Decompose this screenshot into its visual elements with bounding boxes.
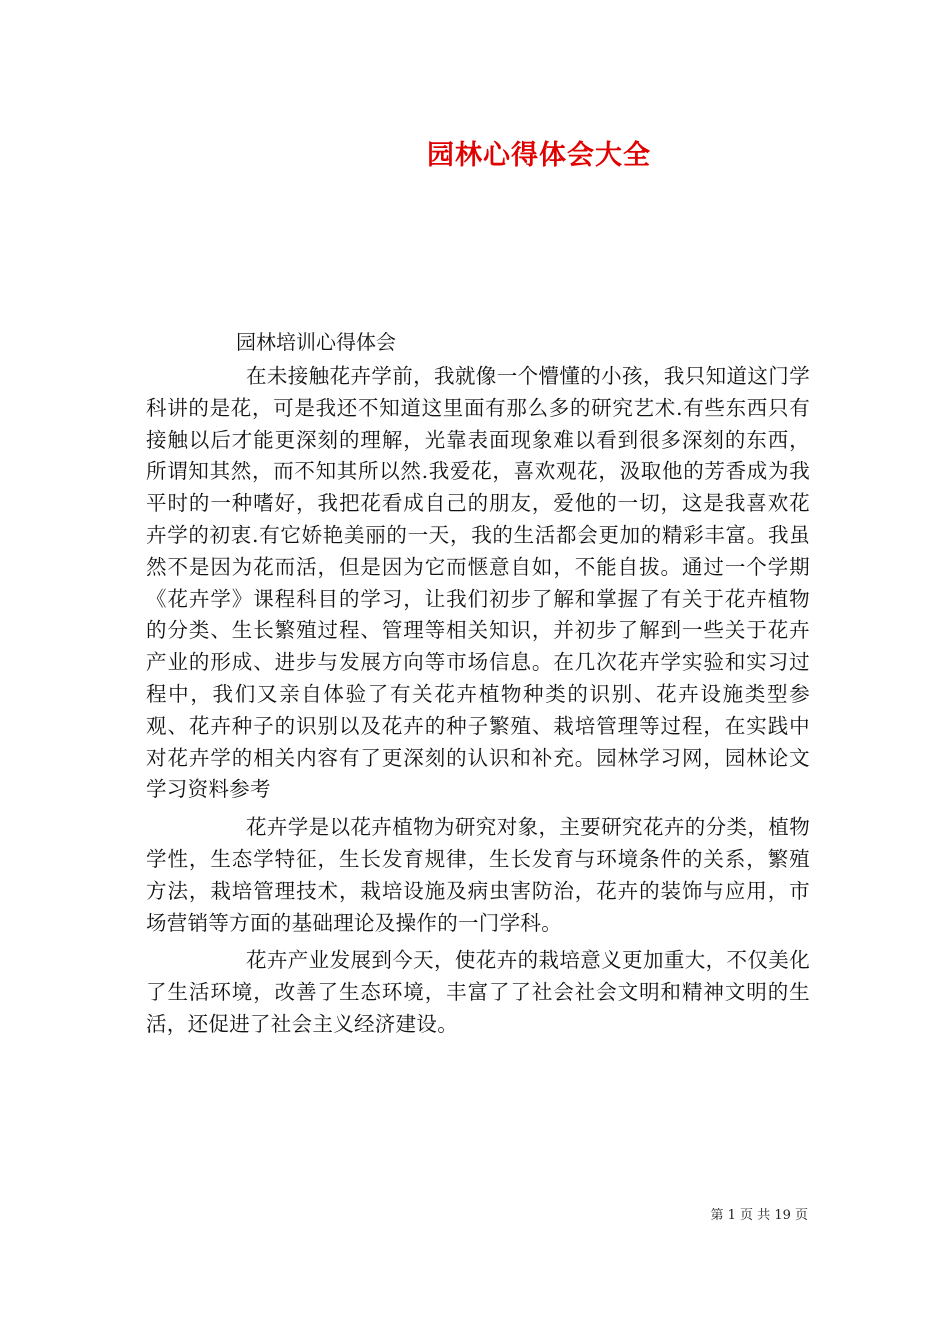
section-subtitle: 园林培训心得体会 <box>236 330 396 354</box>
paragraph-1: 在未接触花卉学前，我就像一个懵懂的小孩，我只知道这门学科讲的是花，可是我还不知道这里面有那么多的研究艺术.有些东西只有接触以后才能更深刻的理解，光靠表面现象难以看到很多深刻的东西，所谓知其然，而不知其所以然.我爱花，喜欢观花，汲取他的芳香成为我平时的一种嗜好，我把花看成自己的朋友，爱他的一切，这是我喜欢花卉学的初衷.有它娇艳美丽的一天，我的生活都会更加的精彩丰富。我虽然不是因为花而活，但是因为它而惬意自如，不能自拔。通过一个学期《花卉学》课程科目的学习，让我们初步了解和掌握了有关于花卉植物的分类、生长繁殖过程、管理等相关知识，并初步了解到一些关于花卉产业的形成、进步与发展方向等市场信息。在几次花卉学实验和实习过程中，我们又亲自体验了有关花卉植物种类的识别、花卉设施类型参观、花卉种子的识别以及花卉的种子繁殖、栽培管理等过程，在实践中对花卉学的相关内容有了更深刻的认识和补充。园林学习网，园林论文学习资料参考 <box>146 364 810 802</box>
page-title: 园林心得体会大全 <box>427 140 651 171</box>
page-number-footer: 第 1 页 共 19 页 <box>710 1208 808 1223</box>
paragraph-3: 花卉产业发展到今天，使花卉的栽培意义更加重大，不仅美化了生活环境，改善了生态环境，丰富了了社会社会文明和精神文明的生活，还促进了社会主义经济建设。 <box>146 948 810 1036</box>
document-body <box>146 361 810 1047</box>
paragraph-2: 花卉学是以花卉植物为研究对象，主要研究花卉的分类，植物学性，生态学特征，生长发育规律，生长发育与环境条件的关系，繁殖方法，栽培管理技术，栽培设施及病虫害防治，花卉的装饰与应用，市场营销等方面的基础理论及操作的一门学科。 <box>146 815 810 935</box>
